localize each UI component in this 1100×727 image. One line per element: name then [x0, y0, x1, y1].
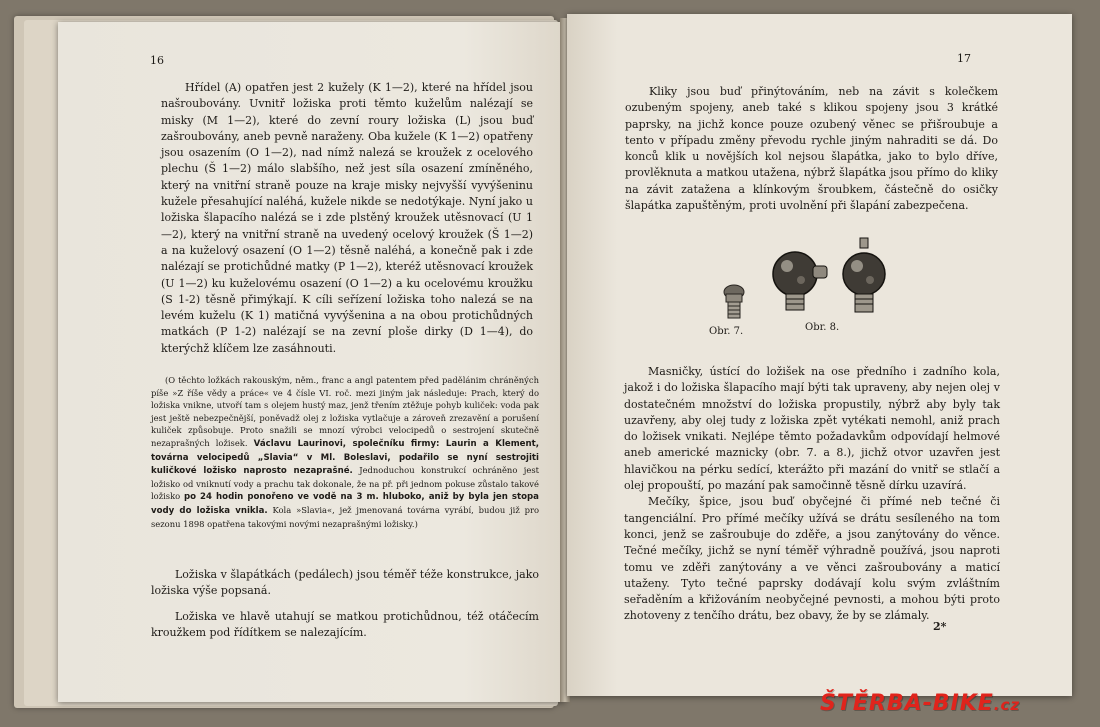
left-end-text — [151, 567, 539, 650]
footnote-block — [151, 374, 539, 530]
footnote-part1: (O těchto ložkách rakouským, něm., franc a angl patentem před padělánim chráněných píše »Z říše vědy a práce« ve 4 čísle VI. roč. mezi jiným jak následuje: Prach, který do ložiska vnikne, utvoří tam s olejem hustý maz, jenž třením ztěžuje pohyb kuliček: voda pak jest ještě nebezpečnější, poněvadž olej z ložiska vytlačuje a zároveň zrezavění a porušení kuliček způsobuje. Proto snažili se mnozí výrobci velocipedů o sestrojení skutečně nezaprašných ložisek. — [151, 375, 539, 448]
figure-label-7: Obr. 7. — [709, 326, 744, 337]
paragraph-pedals: Ložiska v šlapátkách (pedálech) jsou téměř téže konstrukce, jako ložiska výše popsaná. — [151, 568, 539, 598]
oiler-figure-7 — [717, 282, 751, 324]
oiler-figure-8a — [767, 244, 831, 316]
site-watermark — [820, 691, 1020, 716]
paragraph-kliky: Kliky jsou buď přinýtováním, neb na závit s kolečkem ozubeným spojeny, aneb také s klikou spojeny jsou 3 krátké paprsky, na jichž konce pouze ozubený věnec se přišroubuje a tento v případu změny převodu rychle jiným nahraditi se dá. Do konců klik u novějších kol nejsou šlapátka, jako to bylo dříve, provlěknuta a matkou utažena, nýbrž šlapátka jsou přímo do kliky na závit zatažena a klínkovým šroubkem, částečně do osičky šlapátka zapuštěným, proti uvolnění při šlapání zabezpečena. — [625, 85, 998, 213]
watermark-name: ŠTĚRBA-BIKE — [820, 691, 994, 716]
signature-mark: 2* — [933, 620, 947, 633]
footnote-part3: Kola »Slavia«, jež jmenovaná továrna vyrábí, budou již pro sezonu 1898 opatřena takovými novými nezaprašnými ložisky.) — [151, 504, 539, 529]
watermark-domain: .cz — [993, 696, 1021, 714]
page-number-left: 16 — [150, 54, 164, 67]
left-page — [58, 22, 565, 702]
left-main-text — [161, 80, 533, 357]
figure-label-8: Obr. 8. — [805, 322, 840, 333]
footnote-bold1: Václavu Laurinovi, společníku firmy: Laurin a Klement, továrna velocipedů „Slavia“ v Ml. Boleslavi, podařilo se nyní sestrojiti kuličkové ložisko naprosto nezaprašné. — [151, 438, 540, 477]
oiler-figure-8b — [839, 236, 889, 318]
paragraph-hridel: Hřídel (A) opatřen jest 2 kužely (K 1—2), které na hřídel jsou našroubovány. Uvnitř ložiska proti těmto kuželům nalézají se misky (M 1—2), které do zevní roury ložiska (L) jsou buď zašroubovány, aneb pevně naraženy. Oba kužele (K 1—2) opatřeny jsou osazením (O 1—2), nad nímž nalezá se kroužek z ocelového plechu (Š 1—2) málo slabšího, než jest síla osazení zmíněného, který na vnitřní straně pouze na kraje misky nejvyšší vyvýšeninu kužele přesahující naléhá, kužele nikde se nedotýkaje. Nyní jako u ložiska šlapacího nalézá se i zde plstěný kroužek utěsnovací (U 1—2), který na vnitřní straně na uvedený ocelový kroužek (Š 1—2) a na kuželový osazení (O 1—2) těsně naléhá, a konečně pak i zde nalézají se protichůdné matky (P 1—2), kteréž utěsnovací kroužek (U 1—2) ku kuželovému osazení (O 1—2) a ku ocelovému kroužku (S 1-2) těsně přimýkají. K cíli seřízení ložiska toho nalezá se na levém kuželu (K 1) matičná vyvýšenina a na obou protichůdných matkách (P 1-2) nalézají se na zevní ploše dirky (D 1—4), do kterýchž klíčem lze zasáhnouti. — [161, 81, 533, 355]
right-page — [567, 14, 1072, 696]
page-number-right: 17 — [957, 52, 971, 65]
footnote-part2: Jednoduchou konstrukcí ochráněno jest ložisko od vniknutí vody a prachu tak dokonale, že na př. při jednom pokuse zůstalo takové ložisko — [151, 465, 540, 502]
footnote-text — [151, 374, 539, 530]
footnote-bold2: po 24 hodin ponořeno ve vodě na 3 m. hluboko, aniž by byla jen stopa vody do ložiska vnikla. — [151, 492, 539, 516]
paragraph-head-bearings: Ložiska ve hlavě utahují se matkou protichůdnou, též otáčecím kroužkem pod řídítkem se nalezajícím. — [151, 609, 539, 639]
paragraph-mecky: Mečíky, špice, jsou buď obyčejné či přímé neb tečné či tangenciální. Pro přímé mečíky užívá se drátu sesíleného na tom konci, jenž se zašroubuje do zděře, a jsou zanýtovány do věnce. Tečné mečíky, jichž se nyní téměř výhradně používá, jsou naproti tomu ve zděři zanýtovány a ve věnci zašroubovány a maticí utaženy. Tyto tečné paprsky dodávají kolu svým zvláštním seřaděním a křižováním neobyčejné pevnosti, a mohou býti proto zhotoveny z tenčího drátu, bez obavy, že by se zlámaly. — [624, 495, 1000, 623]
right-top-text — [625, 84, 998, 214]
right-lower-text — [624, 364, 1000, 625]
paragraph-masnicky: Masničky, ústící do ložišek na ose předního i zadního kola, jakož i do ložiska šlapacího mají býti tak upraveny, aby nejen olej v dostatečném množství do ložiska propustily, nýbrž aby byly tak uzavřeny, aby olej tudy z ložiska zpět vytékati nemohl, aniž prach do ložisek vnikati. Nejlépe těmto požadavkům odpovídají helmové aneb americké maznicky (obr. 7. a 8.), jichž otvor uzavřen jest hlavičkou na pérku sedící, kterážto při mazání do vnitř se stlačí a olej propouští, po mazání pak samočinně těsně dírku uzavírá. — [624, 365, 1000, 493]
